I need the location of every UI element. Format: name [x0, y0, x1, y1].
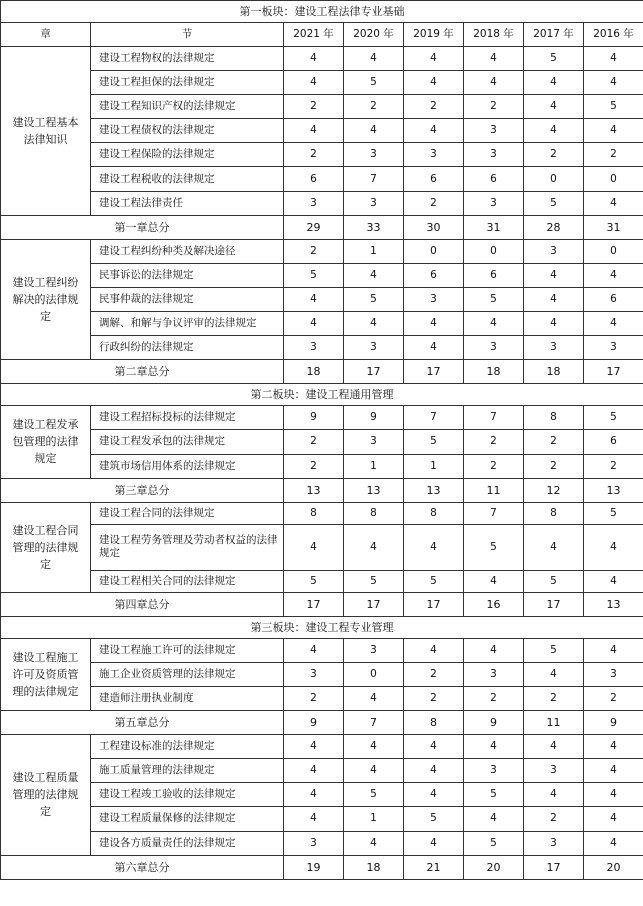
- section-row: [1, 312, 643, 336]
- score-cell: 2: [524, 454, 584, 478]
- chapter-total-row: [1, 711, 643, 735]
- score-cell: 6: [464, 263, 524, 287]
- section-cell: 建设工程相关合同的法律规定: [91, 570, 284, 592]
- score-cell: 3: [524, 239, 584, 263]
- score-cell: 8: [284, 502, 344, 524]
- total-cell: 18: [344, 855, 404, 879]
- chapter-total-label: 第二章总分: [1, 360, 284, 384]
- section-cell: 建设工程保险的法律规定: [91, 143, 284, 167]
- total-cell: 17: [404, 592, 464, 616]
- score-cell: 4: [584, 263, 643, 287]
- total-cell: 9: [584, 711, 643, 735]
- score-cell: 4: [584, 524, 643, 570]
- total-cell: 13: [344, 478, 404, 502]
- total-cell: 17: [524, 855, 584, 879]
- score-cell: 2: [404, 662, 464, 686]
- section-cell: 建设各方质量责任的法律规定: [91, 831, 284, 855]
- total-cell: 8: [404, 711, 464, 735]
- score-cell: 7: [344, 167, 404, 191]
- chapter-total-row: [1, 855, 643, 879]
- score-cell: 1: [344, 807, 404, 831]
- year-header: 2018 年: [464, 23, 524, 47]
- score-cell: 4: [584, 807, 643, 831]
- section-row: [1, 759, 643, 783]
- chapter-total-label: 第三章总分: [1, 478, 284, 502]
- score-cell: 2: [524, 143, 584, 167]
- score-cell: 3: [344, 638, 404, 662]
- section-row: [1, 430, 643, 454]
- score-cell: 5: [584, 95, 643, 119]
- score-cell: 3: [464, 336, 524, 360]
- chapter-total-row: [1, 215, 643, 239]
- score-cell: 4: [284, 759, 344, 783]
- chapter-total-label: 第六章总分: [1, 855, 284, 879]
- section-row: [1, 336, 643, 360]
- score-cell: 4: [524, 287, 584, 311]
- score-cell: 7: [464, 502, 524, 524]
- score-cell: 4: [464, 570, 524, 592]
- score-cell: 7: [464, 406, 524, 430]
- score-cell: 4: [584, 783, 643, 807]
- score-cell: 4: [584, 735, 643, 759]
- section-cell: 建设工程发承包的法律规定: [91, 430, 284, 454]
- year-header: 2021 年: [284, 23, 344, 47]
- score-cell: 2: [524, 430, 584, 454]
- score-cell: 4: [584, 47, 643, 71]
- section-row: [1, 287, 643, 311]
- score-cell: 4: [404, 71, 464, 95]
- total-cell: 9: [464, 711, 524, 735]
- score-cell: 5: [524, 570, 584, 592]
- total-cell: 13: [584, 478, 643, 502]
- total-cell: 18: [284, 360, 344, 384]
- score-cell: 4: [404, 638, 464, 662]
- score-cell: 3: [344, 430, 404, 454]
- score-cell: 2: [344, 95, 404, 119]
- section-row: [1, 662, 643, 686]
- score-cell: 4: [284, 71, 344, 95]
- total-cell: 20: [584, 855, 643, 879]
- total-cell: 17: [344, 360, 404, 384]
- section-row: [1, 71, 643, 95]
- total-cell: 13: [404, 478, 464, 502]
- block-title: 第二板块：建设工程通用管理: [1, 384, 643, 406]
- score-cell: 4: [344, 312, 404, 336]
- score-cell: 8: [524, 502, 584, 524]
- score-cell: 5: [584, 406, 643, 430]
- score-cell: 5: [404, 807, 464, 831]
- score-cell: 4: [344, 119, 404, 143]
- score-cell: 5: [404, 430, 464, 454]
- section-cell: 行政纠纷的法律规定: [91, 336, 284, 360]
- block-title-row: [1, 1, 643, 23]
- score-cell: 6: [584, 430, 643, 454]
- score-cell: 9: [284, 406, 344, 430]
- score-cell: 2: [404, 95, 464, 119]
- section-row: [1, 686, 643, 710]
- score-cell: 4: [464, 47, 524, 71]
- chapter-total-label: 第五章总分: [1, 711, 284, 735]
- section-row: [1, 502, 643, 524]
- section-row: [1, 638, 643, 662]
- score-cell: 4: [404, 312, 464, 336]
- section-cell: 建筑市场信用体系的法律规定: [91, 454, 284, 478]
- score-cell: 4: [584, 570, 643, 592]
- total-cell: 20: [464, 855, 524, 879]
- section-row: [1, 783, 643, 807]
- score-cell: 3: [464, 662, 524, 686]
- column-header-row: [1, 23, 643, 47]
- section-row: [1, 735, 643, 759]
- score-cell: 4: [524, 312, 584, 336]
- year-header: 2017 年: [524, 23, 584, 47]
- score-cell: 2: [464, 686, 524, 710]
- score-cell: 4: [584, 119, 643, 143]
- score-cell: 3: [584, 662, 643, 686]
- total-cell: 13: [584, 592, 643, 616]
- score-cell: 4: [284, 119, 344, 143]
- score-cell: 1: [404, 454, 464, 478]
- year-header: 2020 年: [344, 23, 404, 47]
- score-cell: 4: [284, 312, 344, 336]
- total-cell: 17: [404, 360, 464, 384]
- section-row: [1, 119, 643, 143]
- chapter-total-row: [1, 592, 643, 616]
- total-cell: 17: [524, 592, 584, 616]
- section-row: [1, 406, 643, 430]
- score-cell: 4: [344, 47, 404, 71]
- section-row: [1, 167, 643, 191]
- score-cell: 2: [284, 239, 344, 263]
- score-cell: 5: [464, 287, 524, 311]
- section-cell: 施工质量管理的法律规定: [91, 759, 284, 783]
- score-cell: 2: [584, 686, 643, 710]
- section-cell: 建设工程知识产权的法律规定: [91, 95, 284, 119]
- score-cell: 8: [524, 406, 584, 430]
- score-cell: 0: [464, 239, 524, 263]
- chapter-total-label: 第一章总分: [1, 215, 284, 239]
- section-cell: 建设工程劳务管理及劳动者权益的法律规定: [91, 524, 284, 570]
- score-cell: 4: [344, 759, 404, 783]
- score-cell: 4: [584, 638, 643, 662]
- chapter-cell: 建设工程质量管理的法律规定: [1, 735, 91, 855]
- section-row: [1, 47, 643, 71]
- score-cell: 2: [584, 143, 643, 167]
- total-cell: 18: [524, 360, 584, 384]
- score-cell: 6: [284, 167, 344, 191]
- score-cell: 4: [524, 263, 584, 287]
- section-cell: 建设工程纠纷种类及解决途径: [91, 239, 284, 263]
- year-header: 2016 年: [584, 23, 643, 47]
- score-cell: 4: [584, 191, 643, 215]
- score-cell: 2: [284, 454, 344, 478]
- section-cell: 民事仲裁的法律规定: [91, 287, 284, 311]
- score-cell: 4: [584, 71, 643, 95]
- total-cell: 16: [464, 592, 524, 616]
- section-cell: 建造师注册执业制度: [91, 686, 284, 710]
- score-cell: 0: [584, 239, 643, 263]
- score-cell: 4: [404, 524, 464, 570]
- score-cell: 3: [404, 287, 464, 311]
- section-row: [1, 454, 643, 478]
- score-cell: 3: [524, 336, 584, 360]
- score-cell: 0: [584, 167, 643, 191]
- score-cell: 1: [344, 454, 404, 478]
- chapter-total-row: [1, 360, 643, 384]
- total-cell: 12: [524, 478, 584, 502]
- score-cell: 4: [524, 735, 584, 759]
- section-row: [1, 831, 643, 855]
- score-cell: 2: [524, 686, 584, 710]
- score-cell: 4: [524, 662, 584, 686]
- section-row: [1, 570, 643, 592]
- total-cell: 7: [344, 711, 404, 735]
- score-cell: 3: [464, 759, 524, 783]
- score-cell: 8: [404, 502, 464, 524]
- score-cell: 4: [404, 119, 464, 143]
- score-cell: 8: [344, 502, 404, 524]
- score-cell: 0: [524, 167, 584, 191]
- score-cell: 4: [584, 312, 643, 336]
- total-cell: 9: [284, 711, 344, 735]
- score-cell: 4: [524, 783, 584, 807]
- block-title: 第三板块：建设工程专业管理: [1, 616, 643, 638]
- block-title: 第一板块：建设工程法律专业基础: [1, 1, 643, 23]
- section-cell: 工程建设标准的法律规定: [91, 735, 284, 759]
- score-cell: 3: [284, 662, 344, 686]
- chapter-total-row: [1, 478, 643, 502]
- chapter-cell: 建设工程合同管理的法律规定: [1, 502, 91, 592]
- score-cell: 4: [344, 263, 404, 287]
- score-cell: 5: [344, 570, 404, 592]
- score-cell: 5: [524, 47, 584, 71]
- score-cell: 4: [284, 47, 344, 71]
- score-cell: 4: [464, 638, 524, 662]
- score-cell: 4: [344, 735, 404, 759]
- score-cell: 9: [344, 406, 404, 430]
- score-cell: 5: [584, 502, 643, 524]
- score-cell: 4: [344, 686, 404, 710]
- total-cell: 17: [584, 360, 643, 384]
- score-cell: 3: [464, 191, 524, 215]
- section-cell: 建设工程物权的法律规定: [91, 47, 284, 71]
- score-cell: 6: [584, 287, 643, 311]
- score-cell: 4: [524, 71, 584, 95]
- section-cell: 建设工程法律责任: [91, 191, 284, 215]
- score-cell: 4: [524, 95, 584, 119]
- section-cell: 施工企业资质管理的法律规定: [91, 662, 284, 686]
- score-cell: 6: [404, 263, 464, 287]
- score-cell: 4: [284, 287, 344, 311]
- score-cell: 4: [404, 47, 464, 71]
- score-cell: 4: [284, 638, 344, 662]
- score-cell: 3: [344, 191, 404, 215]
- score-cell: 5: [344, 287, 404, 311]
- score-cell: 3: [284, 336, 344, 360]
- score-cell: 5: [284, 263, 344, 287]
- section-cell: 建设工程竣工验收的法律规定: [91, 783, 284, 807]
- section-row: [1, 263, 643, 287]
- score-cell: 2: [464, 95, 524, 119]
- total-cell: 19: [284, 855, 344, 879]
- score-cell: 4: [524, 524, 584, 570]
- score-cell: 4: [464, 71, 524, 95]
- score-cell: 0: [404, 239, 464, 263]
- score-cell: 5: [524, 638, 584, 662]
- section-cell: 建设工程税收的法律规定: [91, 167, 284, 191]
- score-cell: 3: [524, 759, 584, 783]
- score-cell: 3: [524, 831, 584, 855]
- score-cell: 4: [284, 524, 344, 570]
- score-cell: 0: [344, 662, 404, 686]
- section-cell: 建设工程担保的法律规定: [91, 71, 284, 95]
- score-cell: 5: [344, 71, 404, 95]
- score-cell: 2: [404, 686, 464, 710]
- score-cell: 5: [464, 783, 524, 807]
- section-row: [1, 524, 643, 570]
- chapter-total-label: 第四章总分: [1, 592, 284, 616]
- score-cell: 3: [284, 191, 344, 215]
- score-cell: 4: [404, 831, 464, 855]
- section-cell: 调解、和解与争议评审的法律规定: [91, 312, 284, 336]
- score-cell: 5: [344, 783, 404, 807]
- score-cell: 3: [404, 143, 464, 167]
- score-cell: 5: [464, 524, 524, 570]
- section-row: [1, 239, 643, 263]
- score-cell: 2: [404, 191, 464, 215]
- total-cell: 13: [284, 478, 344, 502]
- total-cell: 11: [524, 711, 584, 735]
- total-cell: 29: [284, 215, 344, 239]
- score-cell: 2: [284, 143, 344, 167]
- score-cell: 4: [284, 783, 344, 807]
- section-cell: 建设工程债权的法律规定: [91, 119, 284, 143]
- score-cell: 4: [464, 312, 524, 336]
- score-cell: 5: [524, 191, 584, 215]
- score-cell: 5: [284, 570, 344, 592]
- total-cell: 18: [464, 360, 524, 384]
- section-cell: 建设工程招标投标的法律规定: [91, 406, 284, 430]
- score-cell: 2: [284, 430, 344, 454]
- score-cell: 7: [404, 406, 464, 430]
- score-cell: 4: [464, 735, 524, 759]
- chapter-cell: 建设工程基本法律知识: [1, 47, 91, 216]
- section-cell: 建设工程合同的法律规定: [91, 502, 284, 524]
- score-cell: 2: [464, 454, 524, 478]
- section-row: [1, 807, 643, 831]
- score-cell: 4: [404, 759, 464, 783]
- score-cell: 4: [404, 336, 464, 360]
- score-cell: 5: [464, 831, 524, 855]
- chapter-header: 章: [1, 23, 91, 47]
- score-cell: 3: [464, 119, 524, 143]
- score-cell: 2: [464, 430, 524, 454]
- score-cell: 4: [404, 783, 464, 807]
- score-cell: 2: [284, 95, 344, 119]
- total-cell: 31: [464, 215, 524, 239]
- block-title-row: [1, 616, 643, 638]
- total-cell: 30: [404, 215, 464, 239]
- block-title-row: [1, 384, 643, 406]
- total-cell: 17: [284, 592, 344, 616]
- score-cell: 4: [584, 759, 643, 783]
- score-cell: 2: [584, 454, 643, 478]
- total-cell: 11: [464, 478, 524, 502]
- score-cell: 4: [584, 831, 643, 855]
- score-cell: 3: [464, 143, 524, 167]
- score-cell: 3: [344, 143, 404, 167]
- score-cell: 3: [284, 831, 344, 855]
- score-cell: 4: [284, 807, 344, 831]
- section-header: 节: [91, 23, 284, 47]
- score-cell: 4: [344, 831, 404, 855]
- score-cell: 6: [404, 167, 464, 191]
- section-row: [1, 95, 643, 119]
- chapter-cell: 建设工程纠纷解决的法律规定: [1, 239, 91, 359]
- score-cell: 4: [284, 735, 344, 759]
- score-cell: 4: [404, 735, 464, 759]
- year-header: 2019 年: [404, 23, 464, 47]
- score-cell: 4: [344, 524, 404, 570]
- score-cell: 3: [344, 336, 404, 360]
- section-row: [1, 191, 643, 215]
- section-cell: 建设工程施工许可的法律规定: [91, 638, 284, 662]
- total-cell: 31: [584, 215, 643, 239]
- score-cell: 3: [584, 336, 643, 360]
- chapter-cell: 建设工程施工许可及资质管理的法律规定: [1, 638, 91, 710]
- total-cell: 21: [404, 855, 464, 879]
- total-cell: 28: [524, 215, 584, 239]
- total-cell: 33: [344, 215, 404, 239]
- score-cell: 2: [524, 807, 584, 831]
- section-cell: 建设工程质量保修的法律规定: [91, 807, 284, 831]
- section-cell: 民事诉讼的法律规定: [91, 263, 284, 287]
- total-cell: 17: [344, 592, 404, 616]
- chapter-cell: 建设工程发承包管理的法律规定: [1, 406, 91, 478]
- score-cell: 4: [524, 119, 584, 143]
- score-cell: 4: [464, 807, 524, 831]
- section-row: [1, 143, 643, 167]
- score-cell: 1: [344, 239, 404, 263]
- score-cell: 6: [464, 167, 524, 191]
- score-cell: 2: [284, 686, 344, 710]
- score-cell: 5: [404, 570, 464, 592]
